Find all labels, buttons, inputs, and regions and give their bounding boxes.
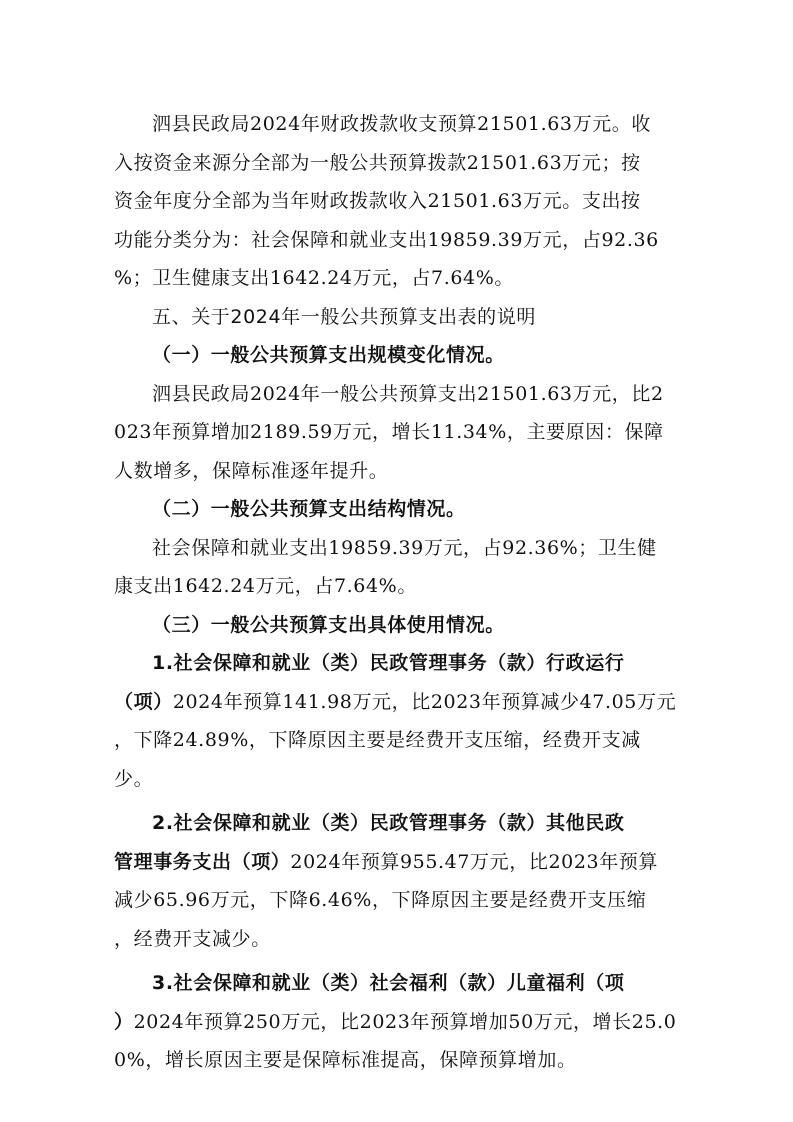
paragraph-line <box>114 847 686 886</box>
item-heading-continued: （项） <box>114 690 173 713</box>
paragraph-line <box>114 1007 686 1046</box>
paragraph-line: 人数增多，保障标准逐年提升。 <box>114 459 389 482</box>
item-heading: 2.社会保障和就业（类）民政管理事务（款）其他民政 <box>152 812 625 834</box>
item-heading-continued: ） <box>114 1010 134 1033</box>
paragraph-line: 入按资金来源分全部为一般公共预算拨款21501.63万元；按 <box>114 151 641 174</box>
paragraph-line: 功能分类分为：社会保障和就业支出19859.39万元，占92.36 <box>114 228 659 251</box>
paragraph-line: ，经费开支减少。 <box>114 927 271 950</box>
paragraph-line: 泗县民政局2024年财政拨款收支预算21501.63万元。收 <box>152 113 652 135</box>
paragraph-line: 泗县民政局2024年一般公共预算支出21501.63万元，比2 <box>152 382 664 405</box>
paragraph-line: 0%，增长原因主要是保障标准提高，保障预算增加。 <box>114 1049 577 1071</box>
item-heading: 1.社会保障和就业（类）民政管理事务（款）行政运行 <box>152 652 625 674</box>
paragraph-line: %；卫生健康支出1642.24万元，占7.64%。 <box>114 267 514 289</box>
paragraph-line: 023年预算增加2189.59万元，增长11.34%，主要原因：保障 <box>114 421 664 443</box>
subsection-heading: （三）一般公共预算支出具体使用情况。 <box>152 613 505 636</box>
document-body <box>114 109 686 1084</box>
item-text: 2024年预算250万元，比2023年预算增加50万元，增长25.0 <box>133 1010 677 1033</box>
item-text: 2024年预算955.47万元，比2023年预算 <box>290 850 658 873</box>
paragraph-line: 康支出1642.24万元，占7.64%。 <box>114 575 417 597</box>
paragraph-line: 社会保障和就业支出19859.39万元，占92.36%；卫生健 <box>152 536 657 559</box>
subsection-heading: （一）一般公共预算支出规模变化情况。 <box>152 344 505 366</box>
subsection-heading: （二）一般公共预算支出结构情况。 <box>152 498 466 520</box>
paragraph-line: 少。 <box>114 767 154 790</box>
paragraph-line: 资金年度分全部为当年财政拨款收入21501.63万元。支出按 <box>114 190 641 212</box>
item-heading: 3.社会保障和就业（类）社会福利（款）儿童福利（项 <box>152 972 625 994</box>
paragraph-line <box>114 687 686 726</box>
paragraph-line: ，下降24.89%，下降原因主要是经费开支压缩，经费开支减 <box>114 729 641 751</box>
paragraph-line: 减少65.96万元，下降6.46%，下降原因主要是经费开支压缩 <box>114 889 647 911</box>
item-text: 2024年预算141.98万元，比2023年预算减少47.05万元 <box>172 690 677 713</box>
item-heading-continued: 管理事务支出（项） <box>114 850 291 873</box>
section-heading: 五、关于2024年一般公共预算支出表的说明 <box>152 305 536 328</box>
